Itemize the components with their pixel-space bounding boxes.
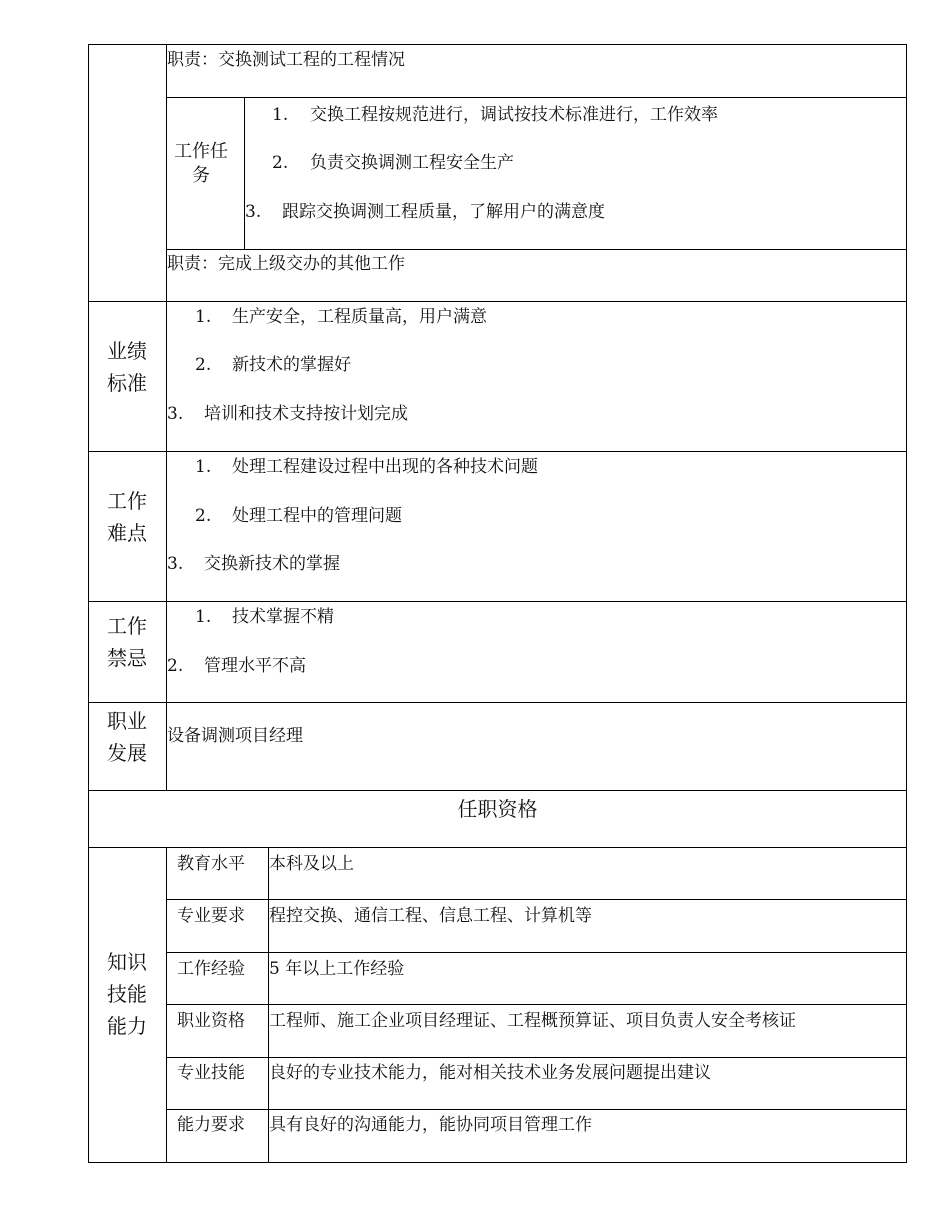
career-label: 职业发展	[107, 709, 147, 765]
list-item-text: 技术掌握不精	[232, 607, 334, 627]
task-item-number: 3.	[245, 202, 262, 222]
list-item-number: 1.	[195, 457, 212, 477]
task-label-divider	[244, 97, 245, 250]
qual-row-label: 工作经验	[177, 959, 245, 979]
list-item-text: 管理水平不高	[204, 656, 306, 676]
section-divider	[88, 702, 907, 703]
taboo-item-1	[195, 606, 334, 628]
duty-text: 职责：完成上级交办的其他工作	[167, 254, 405, 274]
list-item-text: 生产安全，工程质量高，用户满意	[232, 307, 487, 327]
task-label: 工作任务	[174, 141, 228, 186]
difficulties-label: 工作难点	[107, 489, 147, 545]
section-divider	[88, 847, 907, 848]
qual-row-label: 教育水平	[177, 854, 245, 874]
list-item-number: 1.	[195, 607, 212, 627]
qual-row-label: 职业资格	[177, 1011, 245, 1031]
task-item-3	[245, 201, 605, 223]
task-item-text: 交换工程按规范进行，调试按技术标准进行，工作效率	[310, 105, 718, 125]
duty-text: 职责：交换测试工程的工程情况	[167, 50, 405, 70]
table-border-bottom	[88, 1162, 907, 1163]
table-border-top	[88, 44, 907, 45]
qual-row-divider	[166, 952, 907, 953]
performance-label: 业绩标准	[107, 339, 147, 395]
qualification-title: 任职资格	[457, 797, 538, 821]
list-item-number: 2.	[167, 656, 184, 676]
list-item-number: 3.	[167, 404, 184, 424]
list-item-number: 3.	[167, 554, 184, 574]
taboos-label: 工作禁忌	[107, 614, 147, 670]
task-item-1	[272, 104, 718, 126]
qual-row-divider	[166, 899, 907, 900]
list-item-text: 新技术的掌握好	[232, 355, 351, 375]
qual-row-divider	[166, 1109, 907, 1110]
table-border-left	[88, 44, 89, 1163]
section-divider	[88, 601, 907, 602]
performance-item-1	[195, 306, 487, 328]
task-item-text: 跟踪交换调测工程质量，了解用户的满意度	[282, 202, 605, 222]
task-item-2	[272, 152, 514, 174]
task-item-number: 1.	[272, 105, 289, 125]
list-item-text: 培训和技术支持按计划完成	[204, 404, 408, 424]
difficulty-item-1	[195, 456, 538, 478]
table-border-right	[906, 44, 907, 1163]
difficulty-item-3	[167, 553, 340, 575]
row-divider	[166, 249, 907, 250]
task-item-text: 负责交换调测工程安全生产	[310, 153, 514, 173]
qual-row-label: 专业要求	[177, 906, 245, 926]
qual-row-value: 本科及以上	[269, 854, 354, 874]
qual-row-divider	[166, 1004, 907, 1005]
list-item-number: 1.	[195, 307, 212, 327]
qual-row-label: 专业技能	[177, 1063, 245, 1083]
difficulty-item-2	[195, 505, 402, 527]
list-item-text: 交换新技术的掌握	[204, 554, 340, 574]
qual-row-divider	[166, 1057, 907, 1058]
qual-row-value: 良好的专业技术能力，能对相关技术业务发展问题提出建议	[269, 1063, 711, 1083]
taboo-item-2	[167, 655, 306, 677]
section-divider	[88, 790, 907, 791]
list-item-number: 2.	[195, 355, 212, 375]
label-column-divider-lower	[166, 848, 167, 1163]
performance-item-2	[195, 354, 351, 376]
list-item-number: 2.	[195, 506, 212, 526]
career-value: 设备调测项目经理	[167, 726, 303, 746]
task-item-number: 2.	[272, 153, 289, 173]
qual-row-label: 能力要求	[177, 1115, 245, 1135]
row-divider	[166, 97, 907, 98]
list-item-text: 处理工程建设过程中出现的各种技术问题	[232, 457, 538, 477]
performance-item-3	[167, 403, 408, 425]
section-divider	[88, 301, 907, 302]
qual-row-value: 具有良好的沟通能力，能协同项目管理工作	[269, 1115, 592, 1135]
qual-row-value: 5 年以上工作经验	[269, 959, 405, 979]
section-divider	[88, 451, 907, 452]
qualification-side-label: 知识技能能力	[107, 950, 147, 1038]
qual-row-value: 工程师、施工企业项目经理证、工程概预算证、项目负责人安全考核证	[269, 1011, 796, 1031]
qual-row-value: 程控交换、通信工程、信息工程、计算机等	[269, 906, 592, 926]
list-item-text: 处理工程中的管理问题	[232, 506, 402, 526]
